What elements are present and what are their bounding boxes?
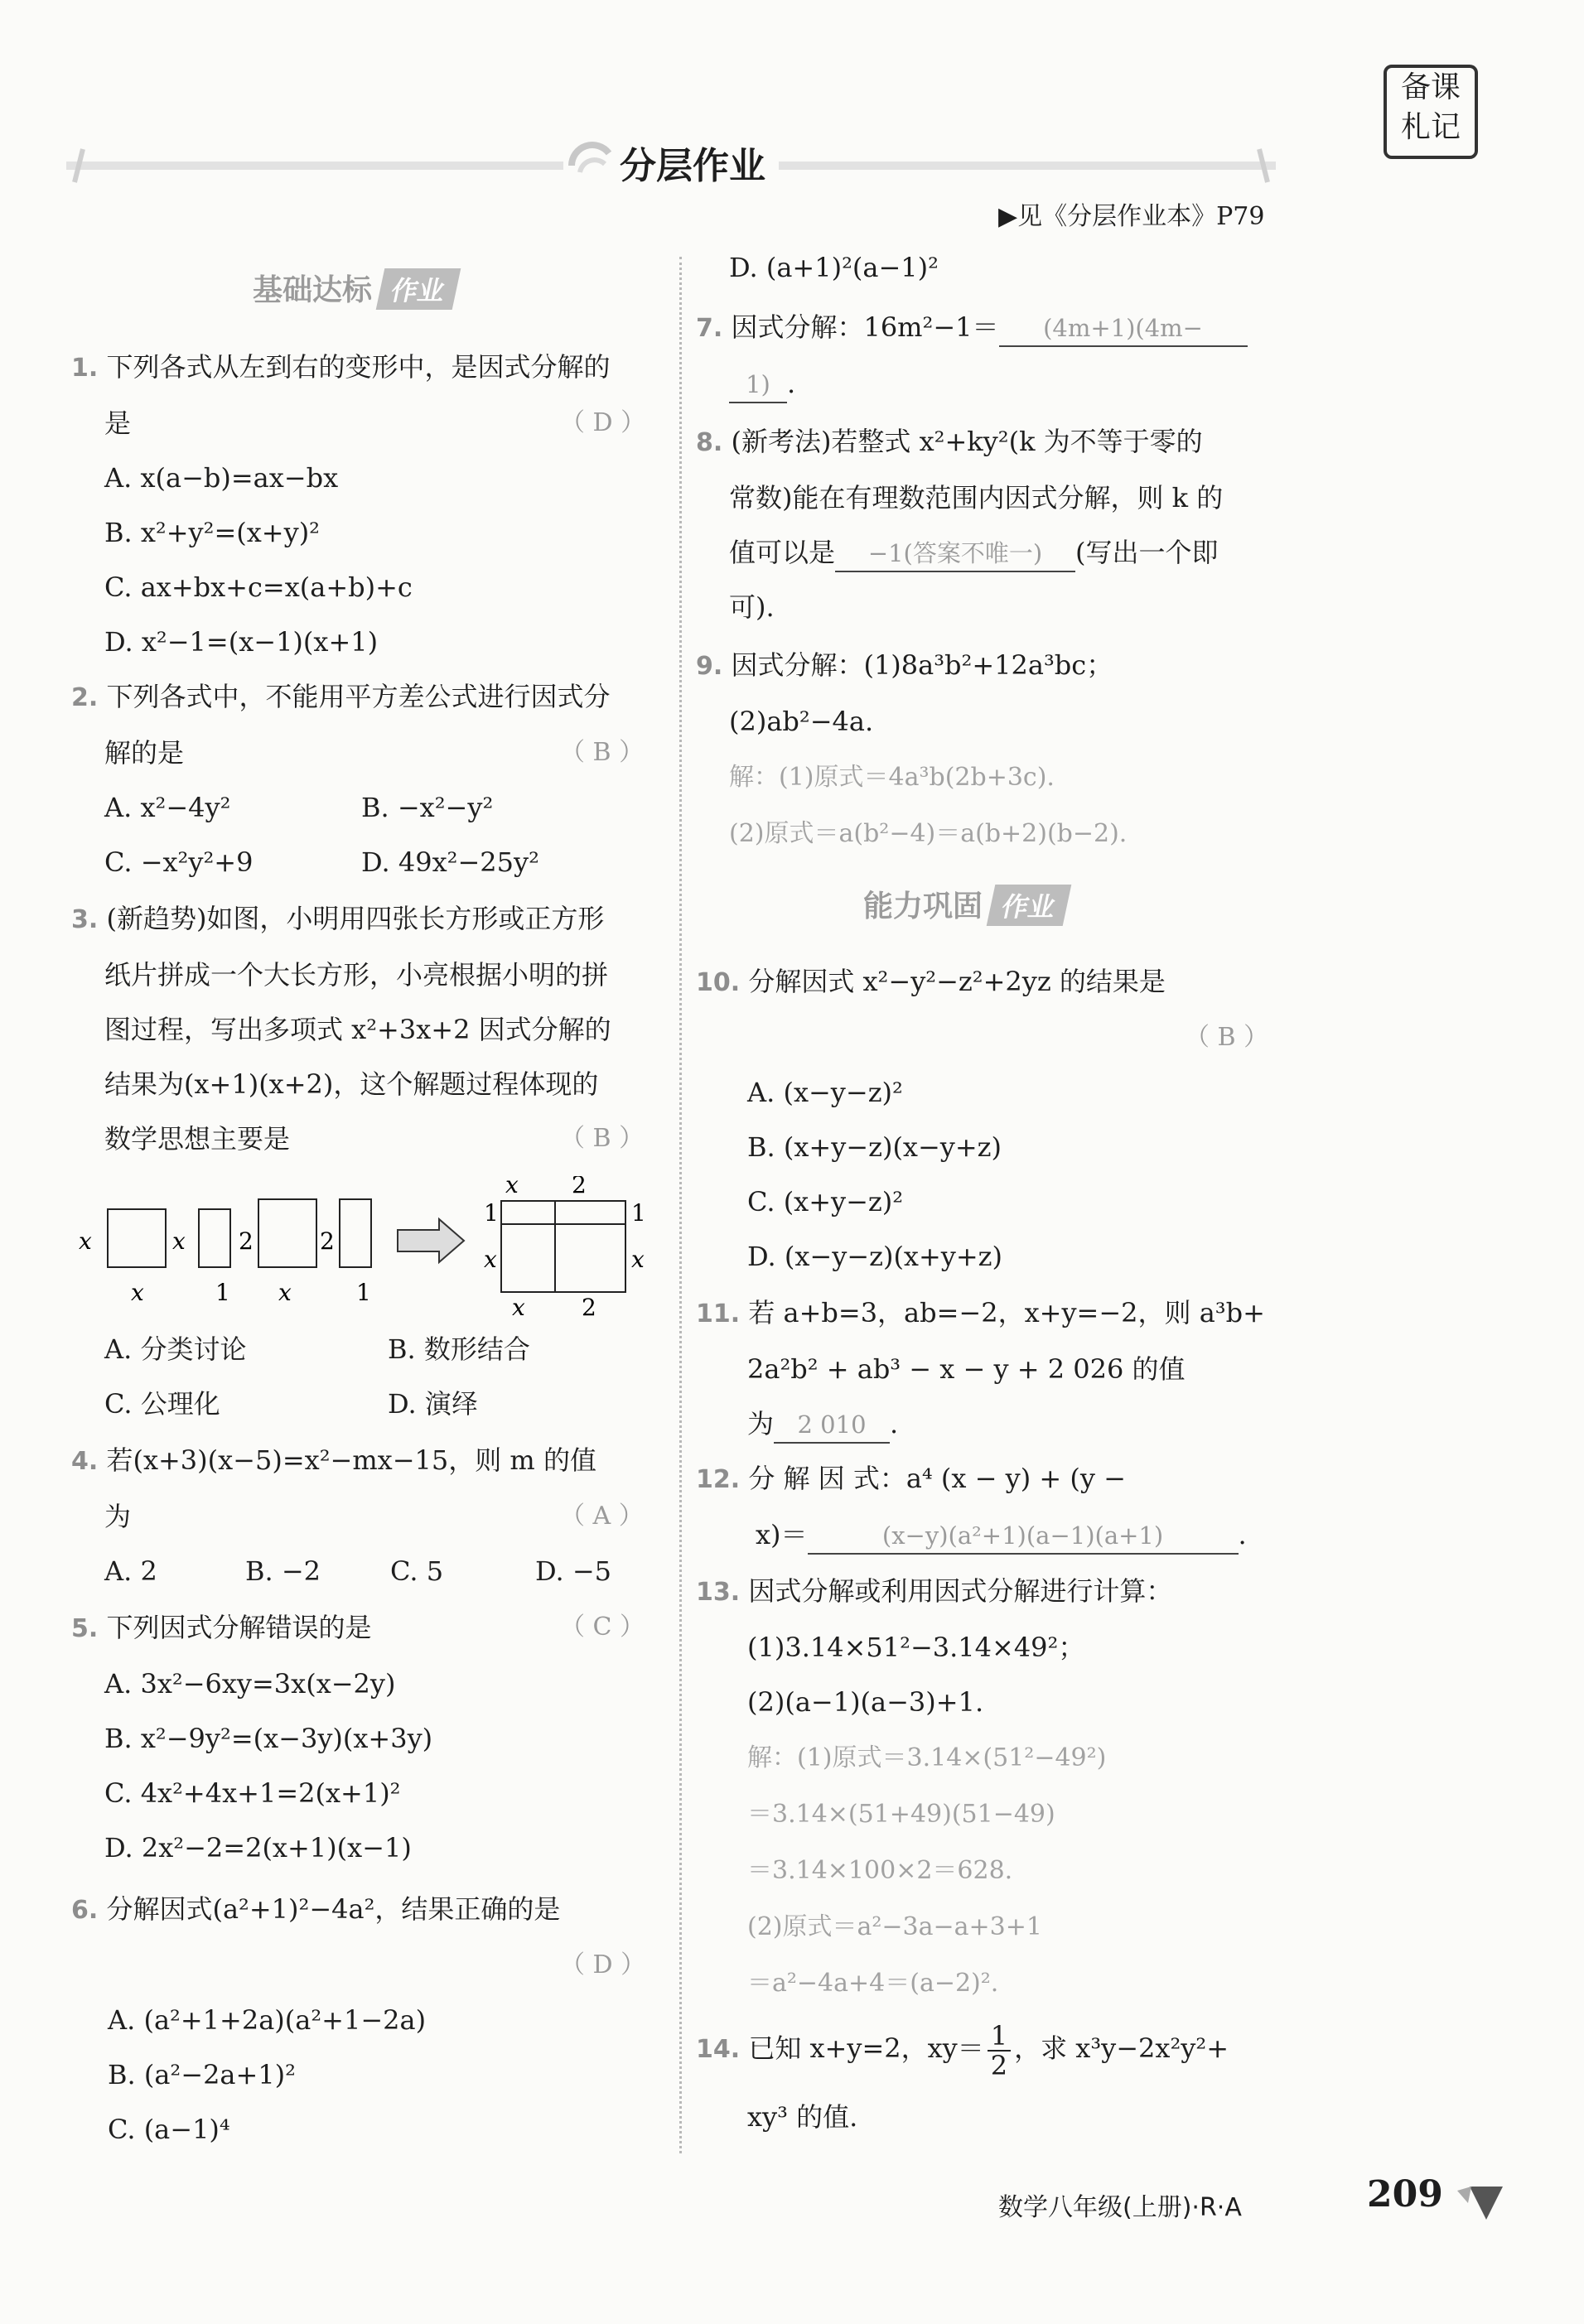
fig-label-x: x bbox=[631, 1246, 645, 1273]
question-13: 13. 因式分解或利用因式分解进行计算： (1)3.14×51²−3.14×49²； (2)(a−1)(a−3)+1. 解：(1)原式＝3.14×(51²−49²) ＝3.14×(51+49)(51−49) ＝3.14×100×2＝628. (2)原式＝a²−3a−a+3+1 ＝a²−4a+4＝(a−2)². bbox=[696, 1575, 1173, 1998]
fraction-one-half: $\frac{1}{2}$ bbox=[988, 2022, 1011, 2080]
column-divider bbox=[679, 257, 682, 2153]
fig-label-x: x bbox=[79, 1227, 92, 1255]
question-1: 1. 下列各式从左到右的变形中，是因式分解的 是 （ D ） A. x(a−b)=ax−bx B. x²+y²=(x+y)² C. ax+bx+c=x(a+b)+c D. x²−1=(x−1)(x+1) bbox=[71, 351, 646, 658]
fig-label-x: x bbox=[512, 1294, 525, 1317]
fig-label-x: x bbox=[131, 1279, 144, 1306]
rectangles-figure bbox=[75, 1176, 671, 1317]
question-3-options: A. 分类讨论 B. 数形结合 C. 公理化 D. 演绎 bbox=[104, 1333, 530, 1420]
question-8: 8. (新考法)若整式 x²+ky²(k 为不等于零的 常数)能在有理数范围内因式分解，则 k 的 值可以是 −1(答案不唯一) (写出一个即 可). bbox=[696, 426, 1224, 623]
header-swirl-icon bbox=[563, 133, 613, 182]
question-6-option-d: D. (a+1)²(a−1)² bbox=[729, 252, 939, 283]
question-6: 6. 分解因式(a²+1)²−4a²，结果正确的是 （ D ） A. (a²+1+2a)(a²+1−2a) B. (a²−2a+1)² C. (a−1)⁴ bbox=[71, 1893, 646, 2145]
fig-label-2: 2 bbox=[239, 1227, 254, 1255]
question-14: 14. 已知 x+y=2，xy＝ $\frac{1}{2}$ ，求 x³y−2x²y²+ xy³ 的值. bbox=[696, 2019, 1229, 2133]
fig-label-2: 2 bbox=[582, 1294, 596, 1317]
arrow-right-icon bbox=[398, 1219, 464, 1262]
section-basic: 基础达标 作业 bbox=[253, 267, 456, 310]
question-12: 12. 分 解 因 式：a⁴ (x − y) + (y − x)＝ (x−y)(a²+1)(a−1)(a+1) . bbox=[696, 1451, 1247, 1562]
book-label: 数学八年级(上册)·R·A bbox=[998, 2193, 1242, 2222]
fig-label-1: 1 bbox=[484, 1199, 499, 1227]
corner-arrow-icon bbox=[1453, 2178, 1511, 2228]
fig-label-x: x bbox=[505, 1176, 519, 1198]
fig-label-1: 1 bbox=[356, 1279, 371, 1306]
question-7: 7. 因式分解：16m²−1＝ (4m+1)(4m− 1) . bbox=[696, 300, 1248, 411]
fig-label-x: x bbox=[172, 1227, 186, 1255]
page-number: 209 bbox=[1367, 2173, 1443, 2216]
question-3: 3. (新趋势)如图，小明用四张长方形或正方形 纸片拼成一个大长方形，小亮根据小明的拼 图过程，写出多项式 x²+3x+2 因式分解的 结果为(x+1)(x+2)，这个解题过程体现的 数学思想主要是 （ B ） bbox=[71, 903, 645, 1155]
reference-link: ▶见《分层作业本》P79 bbox=[998, 202, 1265, 231]
question-2: 2. 下列各式中，不能用平方差公式进行因式分 解的是 （ B ） A. x²−4y² B. −x²−y² C. −x²y²+9 D. 49x²−25y² bbox=[71, 681, 645, 878]
fig-label-1: 1 bbox=[215, 1279, 230, 1306]
page-title: 分层作业 bbox=[620, 145, 765, 187]
question-4: 4. 若(x+3)(x−5)=x²−mx−15，则 m 的值 为 （ A ） A. 2 B. −2 C. 5 D. −5 bbox=[71, 1444, 644, 1587]
fig-label-x: x bbox=[278, 1279, 292, 1306]
question-11: 11. 若 a+b=3，ab=−2，x+y=−2，则 a³b+ 2a²b² + ab³ − x − y + 2 026 的值 为 2 010 . bbox=[696, 1285, 1265, 1451]
fig-label-1: 1 bbox=[631, 1199, 646, 1227]
question-10: 10. 分解因式 x²−y²−z²+2yz 的结果是 （ B ） A. (x−y−z)² B. (x+y−z)(x−y+z) C. (x+y−z)² D. (x−y−z)(x+y+z) bbox=[696, 966, 1269, 1272]
question-9: 9. 因式分解：(1)8a³b²+12a³bc； (2)ab²−4a. 解：(1)原式＝4a³b(2b+3c). (2)原式＝a(b²−4)＝a(b+2)(b−2). bbox=[696, 649, 1128, 848]
section-ability: 能力巩固 作业 bbox=[863, 883, 1067, 926]
notes-stamp: 备课 札记 bbox=[1384, 65, 1478, 159]
fig-label-x: x bbox=[484, 1246, 497, 1273]
fig-label-2: 2 bbox=[320, 1227, 335, 1255]
fig-label-2: 2 bbox=[572, 1176, 587, 1198]
question-5: 5. 下列因式分解错误的是 （ C ） A. 3x²−6xy=3x(x−2y) B. x²−9y²=(x−3y)(x+3y) C. 4x²+4x+1=2(x+1)² D. 2x²−2=2(x+1)(x−1) bbox=[71, 1612, 645, 1864]
